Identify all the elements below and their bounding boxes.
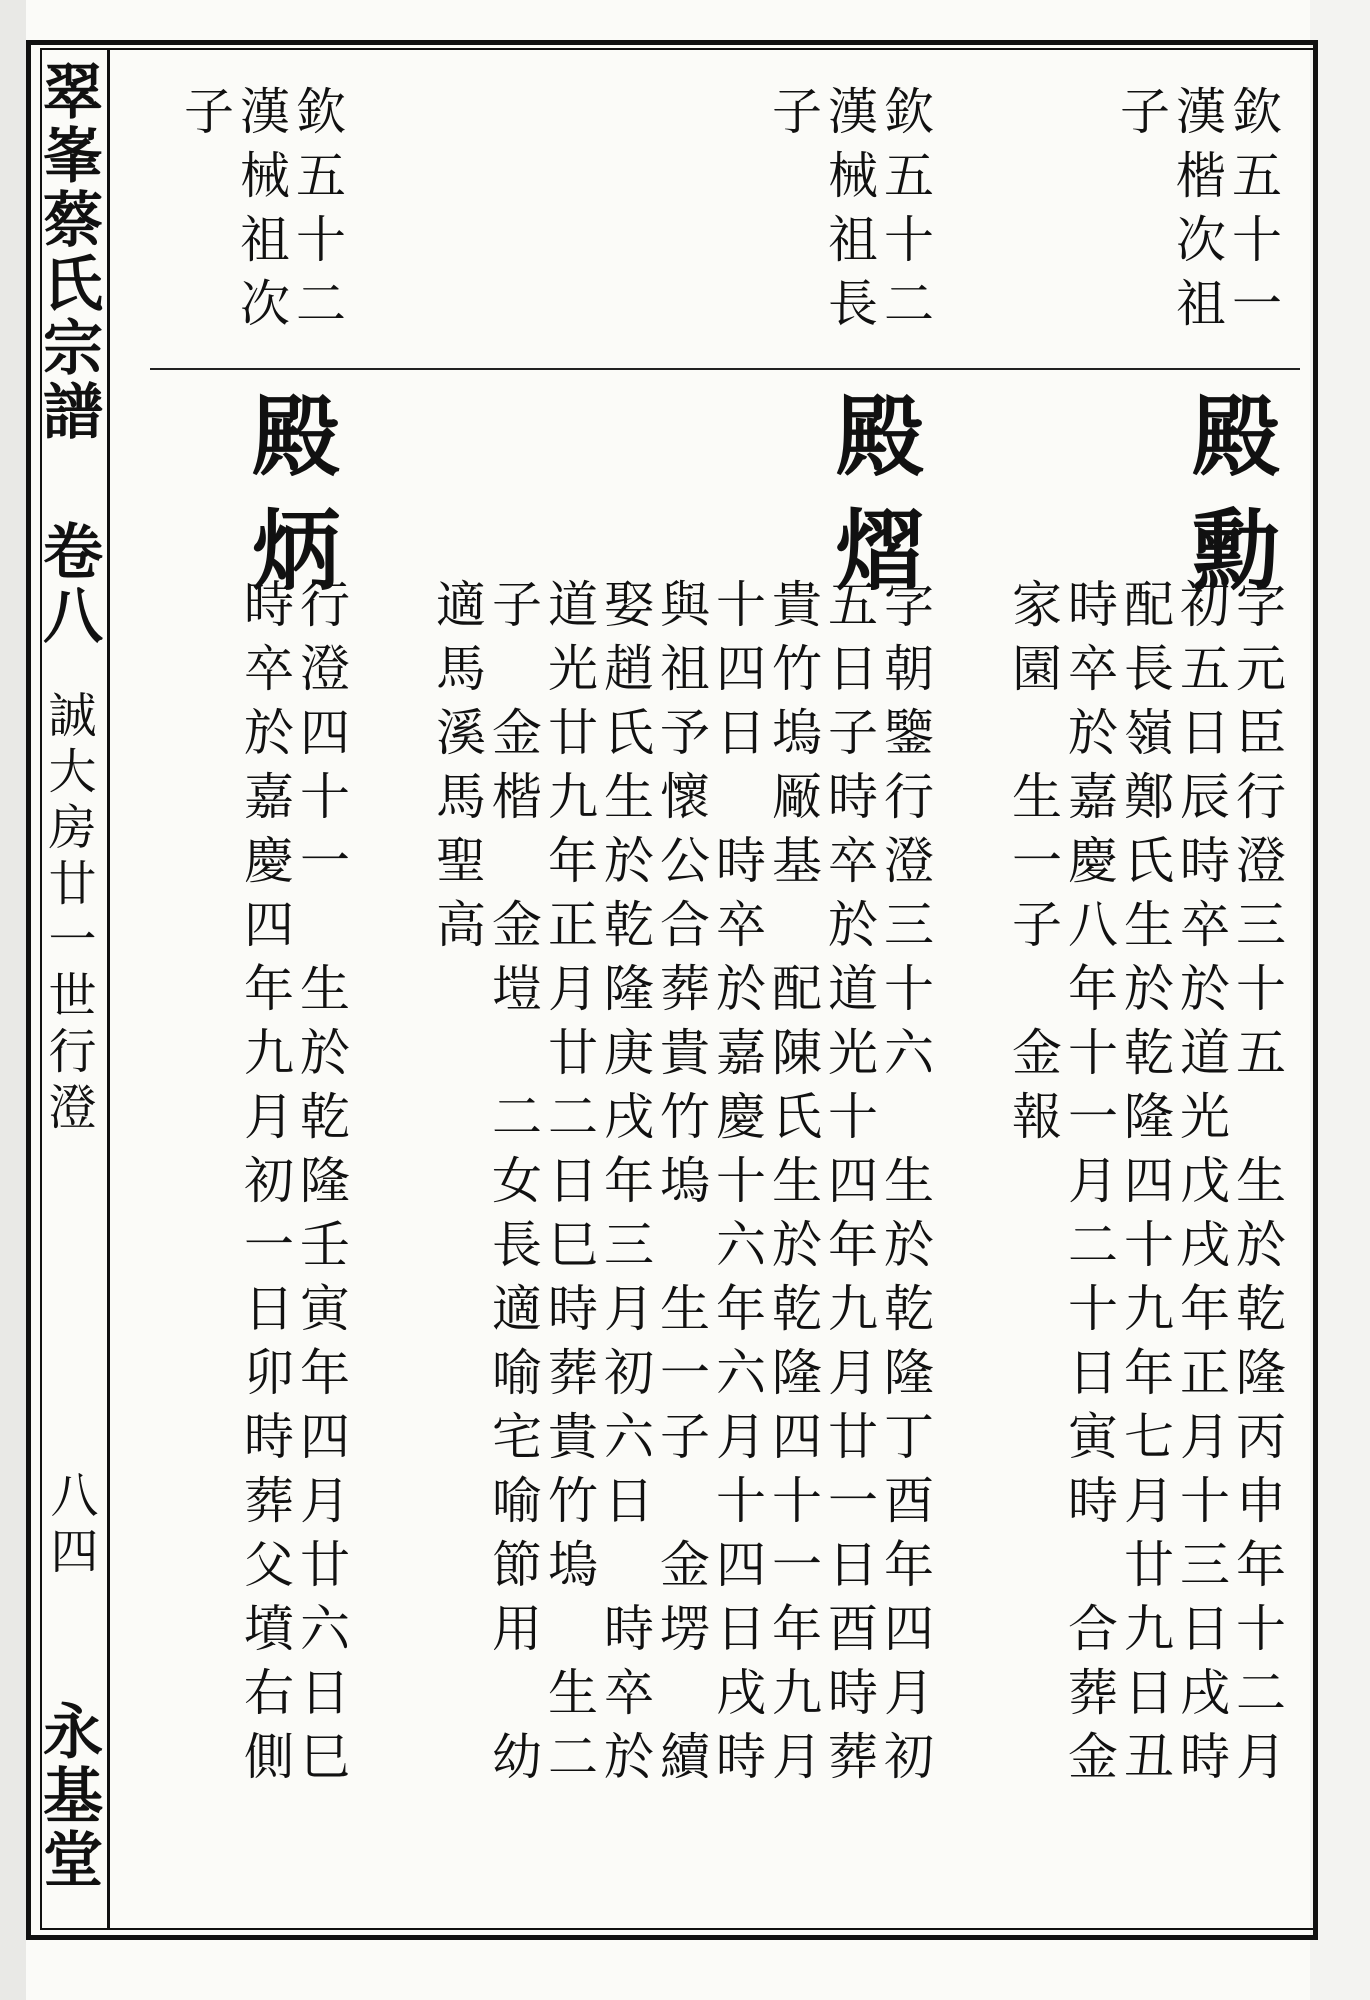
book-title: 翠峯蔡氏宗譜	[33, 60, 103, 444]
register-col-6: 子	[764, 85, 822, 149]
entry-name: 殿勳	[1178, 390, 1282, 618]
hall-name: 永基堂	[33, 1700, 103, 1892]
entry-line: 子 金楷 金塏 二女長適喻宅喻節用 幼	[484, 578, 542, 1794]
entry-line: 行澄四十一 生於乾隆壬寅年四月廿六日巳	[292, 578, 350, 1794]
register-col-7: 欽五十二	[288, 85, 346, 341]
entry-line: 配長嶺鄭氏生於乾隆四十九年七月廿九日丑	[1116, 578, 1174, 1794]
entry-line: 道光廿九年正月廿二日巳時葬貴竹塢 生二	[540, 578, 598, 1794]
page-left-edge	[0, 0, 26, 2000]
register-divider-line	[150, 368, 1300, 370]
entry-name: 殿熠	[822, 390, 926, 618]
page-number: 八四	[42, 1470, 98, 1582]
entry-line: 五日子時卒於道光十四年九月廿一日酉時葬	[820, 578, 878, 1794]
register-col-4: 欽五十二	[876, 85, 934, 341]
register-col-5: 漢械祖長	[820, 85, 878, 341]
entry-line: 與祖予懷公合葬貴竹塢 生一子 金塄 續	[652, 578, 710, 1794]
register-col-2: 漢楷次祖	[1168, 85, 1226, 341]
entry-line: 字朝鑒行澄三十六 生於乾隆丁酉年四月初	[876, 578, 934, 1794]
entry-line: 貴竹塢厰基 配陳氏生於乾隆四十一年九月	[764, 578, 822, 1794]
register-col-8: 漢械祖次	[232, 85, 290, 341]
volume-label: 卷八	[33, 520, 103, 648]
entry-line: 娶趙氏生於乾隆庚戌年三月初六日 時卒於	[596, 578, 654, 1794]
entry-line: 適馬溪馬聖高	[428, 578, 486, 962]
branch-label: 誠大房廿一世行澄	[40, 690, 96, 1138]
entry-line: 時卒於嘉慶八年十一月二十日寅時 合葬金	[1060, 578, 1118, 1794]
register-col-1: 欽五十一	[1224, 85, 1282, 341]
entry-line: 十四日 時卒於嘉慶十六年六月十四日戌時	[708, 578, 766, 1794]
register-col-3: 子	[1112, 85, 1170, 149]
page-right-edge	[1310, 0, 1370, 2000]
entry-line: 字元臣行澄三十五 生於乾隆丙申年十二月	[1228, 578, 1286, 1794]
entry-name: 殿炳	[238, 390, 342, 618]
entry-line: 家園 生一子 金報	[1004, 578, 1062, 1154]
register-col-9: 子	[176, 85, 234, 149]
entry-line: 初五日辰時卒於道光戊戌年正月十三日戌時	[1172, 578, 1230, 1794]
entry-line: 時卒於嘉慶四年九月初一日卯時葬父墳右側	[236, 578, 294, 1794]
